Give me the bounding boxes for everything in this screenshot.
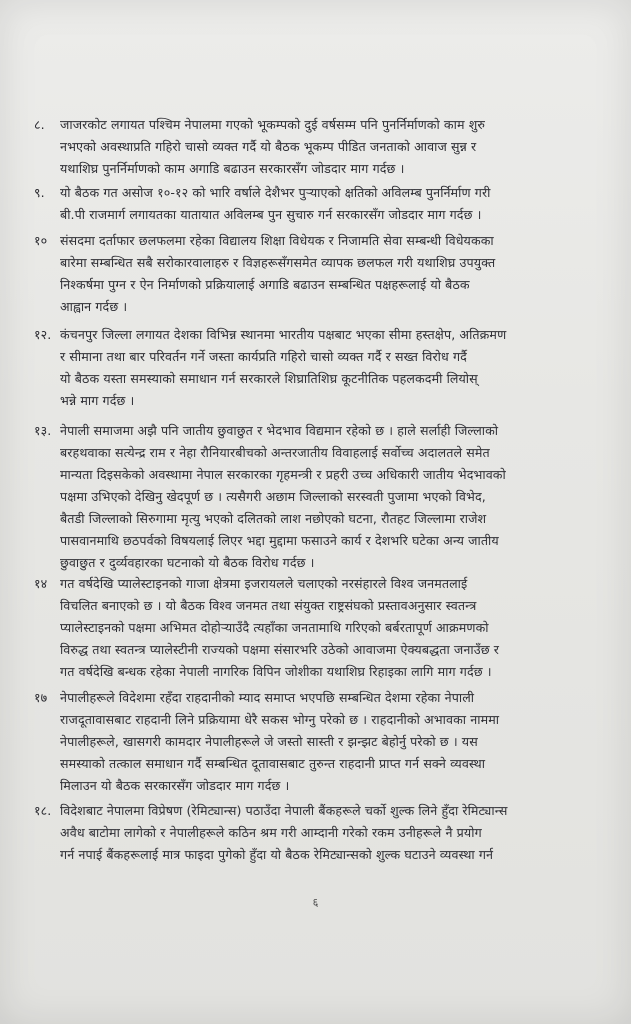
paragraph-line: र सीमाना तथा बार परिवर्तन गर्ने जस्ता कार्यप्रति गहिरो चासो व्यक्त गर्दै र सख्त विरोध गर्दै [60, 349, 467, 364]
paragraph-line: यो बैठक गत असोज १०-१२ को भारि वर्षाले देशैभर पुऱ्याएको क्षतिको अविलम्ब पुनर्निर्माण गरी [60, 185, 491, 200]
paragraph-9 [34, 182, 600, 226]
paragraph-line: आह्वान गर्दछ । [60, 299, 128, 314]
paragraph-line: पक्षमा उभिएको देखिनु खेदपूर्ण छ । त्यसैगरी अछाम जिल्लाको सरस्वती पुजामा भएको विभेद, [60, 489, 486, 504]
paragraph-17 [34, 687, 600, 797]
paragraph-line: निश्कर्षमा पुग्न र ऐन निर्माणको प्रक्रियालाई अगाडि बढाउन सम्बन्धित पक्षहरूलाई यो बैठक [60, 277, 470, 292]
paragraph-8 [34, 114, 600, 180]
paragraph-line: गर्न नपाई बैंकहरूलाई मात्र फाइदा पुगेको हुँदा यो बैठक रेमिट्यान्सको शुल्क घटाउने व्यवस्था गर्न [60, 847, 494, 862]
paragraph-line: नभएको अवस्थाप्रति गहिरो चासो व्यक्त गर्दै यो बैठक भूकम्प पीडित जनताको आवाज सुन्न र [60, 139, 477, 154]
paragraph-line: बैतडी जिल्लाको सिरुगामा मृत्यु भएको दलितको लाश नछोएको घटना, रौतहट जिल्लामा राजेश [60, 511, 487, 526]
paragraph-line: विरुद्ध तथा स्वतन्त्र प्यालेस्टीनी राज्यको पक्षमा संसारभरि उठेको आवाजमा ऐक्यबद्धता जनाउँछ र [60, 642, 499, 657]
paragraph-line: विदेशबाट नेपालमा विप्रेषण (रेमिट्यान्स) पठाउँदा नेपाली बैंकहरूले चर्को शुल्क लिने हुँदा रेमिट्यान्स [60, 803, 508, 818]
paragraph-line: गत वर्षदेखि बन्धक रहेका नेपाली नागरिक विपिन जोशीका यथाशिघ्र रिहाइका लागि माग गर्दछ । [60, 664, 492, 679]
paragraph-line: यथाशिघ्र पुनर्निर्माणको काम अगाडि बढाउन सरकारसँग जोडदार माग गर्दछ । [60, 161, 405, 176]
paragraph-line: यो बैठक यस्ता समस्याको समाधान गर्न सरकारले शिघ्रातिशिघ्र कूटनीतिक पहलकदमी लियोस् [60, 371, 478, 386]
paragraph-number: १७ [34, 690, 48, 705]
paragraph-line: विचलित बनाएको छ । यो बैठक विश्व जनमत तथा संयुक्त राष्ट्रसंघको प्रस्तावअनुसार स्वतन्त्र [60, 598, 477, 613]
paragraph-line: नेपालीहरूले विदेशमा रहँदा राहदानीको म्याद समाप्त भएपछि सम्बन्धित देशमा रहेका नेपाली [60, 690, 475, 705]
paragraph-line: समस्याको तत्काल समाधान गर्दै सम्बन्धित दूतावासबाट तुरुन्त राहदानी प्राप्त गर्न सक्ने व्यवस्था [60, 756, 486, 771]
paragraph-number: १४ [34, 576, 48, 591]
paragraph-number: १८. [34, 803, 52, 818]
paragraph-number: ८. [34, 117, 45, 132]
paragraph-line: नेपालीहरूले, खासगरी कामदार नेपालीहरूले जे जस्तो सास्ती र झन्झट बेहोर्नु परेको छ । यस [60, 734, 478, 749]
paragraph-line: प्यालेस्टाइनको पक्षमा अभिमत दोहोऱ्याउँदै त्यहाँका जनतामाथि गरिएको बर्बरतापूर्ण आक्रमणको [60, 620, 489, 635]
paragraph-13 [34, 420, 600, 574]
paragraph-line: छुवाछुत र दुर्व्यवहारका घटनाको यो बैठक विरोध गर्दछ । [60, 555, 315, 570]
paragraph-line: भन्ने माग गर्दछ । [60, 393, 135, 408]
paragraph-number: ९. [34, 185, 45, 200]
paragraph-line: जाजरकोट लगायत पश्चिम नेपालमा गएको भूकम्पको दुई वर्षसम्म पनि पुनर्निर्माणको काम शुरु [60, 117, 485, 132]
paragraph-line: पासवानमाथि छठपर्वको विषयलाई लिएर भद्दा मुद्दामा फसाउने कार्य र देशभरि घटेका अन्य जातीय [60, 533, 499, 548]
paragraph-line: मान्यता दिइसकेको अवस्थामा नेपाल सरकारका गृहमन्त्री र प्रहरी उच्च अधिकारी जातीय भेदभावको [60, 467, 506, 482]
paragraph-line: बी.पी राजमार्ग लगायतका यातायात अविलम्ब पुन सुचारु गर्न सरकारसँग जोडदार माग गर्दछ । [60, 207, 482, 222]
paragraph-18 [34, 800, 600, 866]
page-number: ६ [312, 896, 319, 909]
paragraph-line: राजदूतावासबाट राहदानी लिने प्रक्रियामा धेरै सकस भोग्नु परेको छ । राहदानीको अभावका नाममा [60, 712, 500, 727]
paragraph-line: अवैध बाटोमा लागेको र नेपालीहरूले कठिन श्रम गरी आम्दानी गरेको रकम उनीहरूले नै प्रयोग [60, 825, 482, 840]
paragraph-line: संसदमा दर्ताफार छलफलमा रहेका विद्यालय शिक्षा विधेयक र निजामति सेवा सम्बन्धी विधेयकका [60, 233, 494, 248]
paragraph-14 [34, 573, 600, 683]
paragraph-line: गत वर्षदेखि प्यालेस्टाइनको गाजा क्षेत्रमा इजरायलले चलाएको नरसंहारले विश्व जनमतलाई [60, 576, 468, 591]
paragraph-line: बरहथवाका सत्येन्द्र राम र नेहा रौनियारबीचको अन्तरजातीय विवाहलाई सर्वोच्च अदालतले समेत [60, 445, 490, 460]
paragraph-line: नेपाली समाजमा अझै पनि जातीय छुवाछुत र भेदभाव विद्यमान रहेको छ । हाले सर्लाही जिल्लाको [60, 423, 499, 438]
paragraph-line: बारेमा सम्बन्धित सबै सरोकारवालाहरु र विज्ञहरूसँगसमेत व्यापक छलफल गरी यथाशिघ्र उपयुक्त [60, 255, 496, 270]
paragraph-10 [34, 230, 600, 318]
paragraph-line: मिलाउन यो बैठक सरकारसँग जोडदार माग गर्दछ । [60, 778, 290, 793]
paragraph-line: कंचनपुर जिल्ला लगायत देशका विभिन्न स्थानमा भारतीय पक्षबाट भएका सीमा हस्तक्षेप, अतिक्रमण [60, 327, 507, 342]
paragraph-number: १२. [34, 327, 52, 342]
paragraph-12 [34, 324, 600, 412]
paragraph-number: १० [34, 233, 48, 248]
paragraph-number: १३. [34, 423, 52, 438]
